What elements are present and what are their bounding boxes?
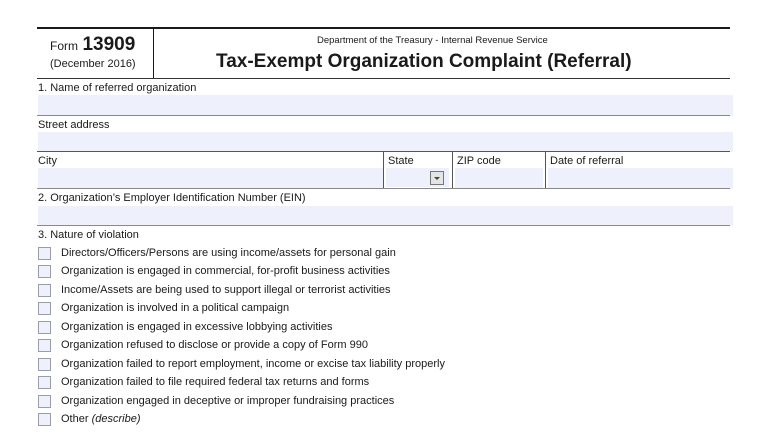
org-name-label: 1. Name of referred organization <box>38 82 197 94</box>
option-fundraising: Organization engaged in deceptive or improper fundraising practices <box>61 395 395 407</box>
checkbox-failed-to-file[interactable] <box>38 376 51 389</box>
date-referral-label: Date of referral <box>550 155 624 167</box>
form-prefix: Form <box>50 39 78 53</box>
checkbox-commercial-activities[interactable] <box>38 265 51 278</box>
option-commercial-activities: Organization is engaged in commercial, for-profit business activities <box>61 265 390 277</box>
option-personal-gain: Directors/Officers/Persons are using income/assets for personal gain <box>61 247 396 259</box>
street-label: Street address <box>38 119 110 131</box>
option-failed-to-file: Organization failed to file required federal tax returns and forms <box>61 376 370 388</box>
top-rule <box>37 27 730 29</box>
ein-label: 2. Organization’s Employer Identification Number (EIN) <box>38 192 306 204</box>
option-political-campaign: Organization is involved in a political campaign <box>61 302 290 314</box>
checkbox-tax-liability[interactable] <box>38 358 51 371</box>
date-referral-input[interactable] <box>548 168 733 189</box>
header-bottom-rule <box>37 78 730 79</box>
option-tax-liability: Organization failed to report employment, income or excise tax liability properly <box>61 358 445 370</box>
option-other-suffix: (describe) <box>91 413 141 425</box>
violation-heading: 3. Nature of violation <box>38 229 139 241</box>
page-title: Tax-Exempt Organization Complaint (Referral) <box>216 51 632 72</box>
org-name-input[interactable] <box>38 95 733 116</box>
option-other <box>61 413 140 425</box>
checkbox-form-990[interactable] <box>38 339 51 352</box>
city-row-rule <box>37 188 730 189</box>
checkbox-illegal-terrorist[interactable] <box>38 284 51 297</box>
zip-label: ZIP code <box>457 155 501 167</box>
form-date: (December 2016) <box>50 58 136 70</box>
option-illegal-terrorist: Income/Assets are being used to support illegal or terrorist activities <box>61 284 391 296</box>
state-select[interactable] <box>386 168 449 187</box>
agency-name: Department of the Treasury - Internal Revenue Service <box>317 35 548 46</box>
option-form-990: Organization refused to disclose or provide a copy of Form 990 <box>61 339 368 351</box>
checkbox-other[interactable] <box>38 413 51 426</box>
zip-input[interactable] <box>455 168 543 189</box>
header-divider <box>153 29 154 78</box>
ein-input[interactable] <box>38 206 733 226</box>
checkbox-political-campaign[interactable] <box>38 302 51 315</box>
checkbox-excessive-lobbying[interactable] <box>38 321 51 334</box>
option-other-label: Other <box>61 413 89 425</box>
state-label: State <box>388 155 414 167</box>
city-state-divider <box>383 152 384 189</box>
ein-rule <box>37 225 730 226</box>
chevron-down-icon[interactable] <box>430 171 444 185</box>
city-label: City <box>38 155 57 167</box>
form-id <box>50 34 135 56</box>
zip-date-divider <box>545 152 546 189</box>
checkbox-personal-gain[interactable] <box>38 247 51 260</box>
city-input[interactable] <box>38 168 383 189</box>
state-zip-divider <box>452 152 453 189</box>
org-name-rule <box>37 115 730 116</box>
street-input[interactable] <box>38 132 733 152</box>
form-number: 13909 <box>82 34 136 55</box>
checkbox-fundraising[interactable] <box>38 395 51 408</box>
option-excessive-lobbying: Organization is engaged in excessive lobbying activities <box>61 321 333 333</box>
